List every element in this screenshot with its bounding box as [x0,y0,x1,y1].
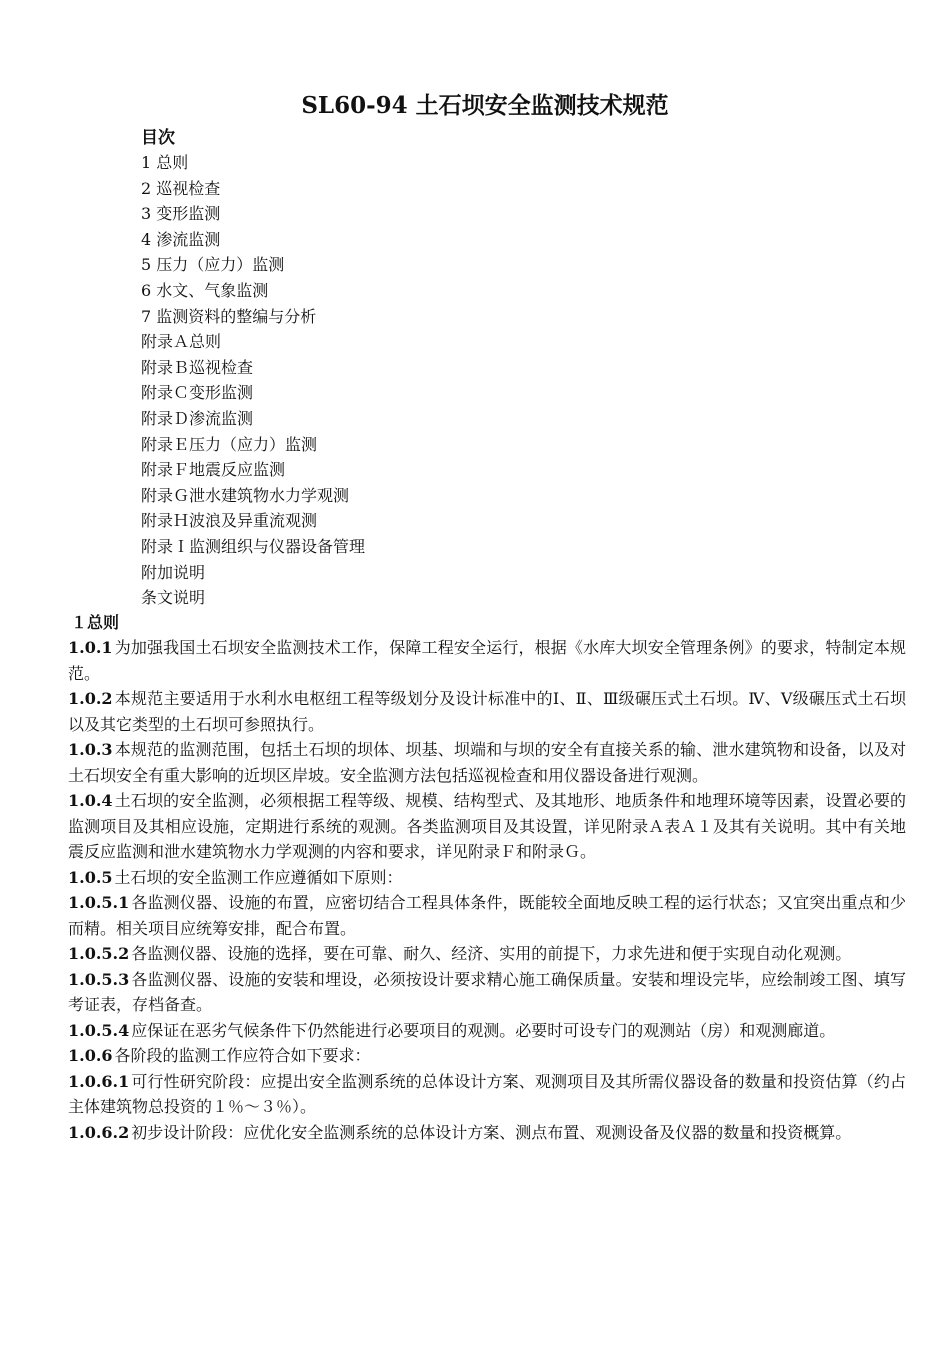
clause-paragraph [68,686,906,737]
toc-item: 附加说明 [141,562,206,582]
toc-item: 附录Ｉ监测组织与仪器设备管理 [141,536,366,556]
toc-heading: 目次 [141,128,175,148]
toc-item: 附录Ａ总则 [141,332,222,352]
clause-number: 1.0.4 [68,791,113,810]
toc-item: 5 压力（应力）监测 [141,255,285,275]
clause-text: 各监测仪器、设施的布置，应密切结合工程具体条件，既能较全面地反映工程的运行状态；又宜突出重点和少而精。相关项目应统筹安排，配合布置。 [68,893,906,938]
clause-paragraph [68,890,906,941]
clause-text: 各监测仪器、设施的安装和埋设，必须按设计要求精心施工确保质量。安装和埋设完毕，应绘制竣工图、填写考证表，存档备查。 [68,969,906,1014]
clause-number: 1.0.5.3 [68,969,130,989]
clause-paragraph [68,941,906,967]
clause-paragraph [68,967,906,1018]
toc-item: 附录Ｃ变形监测 [141,383,254,403]
clause-paragraph [68,1069,906,1120]
clause-paragraph [68,1018,906,1044]
section-heading: １总则 [71,613,120,632]
clause-paragraph [68,635,906,686]
clause-number: 1.0.3 [68,740,113,759]
clause-text: 初步设计阶段：应优化安全监测系统的总体设计方案、测点布置、观测设备及仪器的数量和投资概算。 [131,1122,852,1142]
clause-paragraph [68,737,906,788]
clause-number: 1.0.5 [68,867,113,887]
clause-text: 为加强我国土石坝安全监测技术工作，保障工程安全运行，根据《水库大坝安全管理条例》的要求，特制定本规范。 [68,638,906,683]
table-of-contents [141,126,641,611]
toc-item: 附录Ｄ渗流监测 [141,408,254,428]
toc-item: 附录Ｆ地震反应监测 [141,460,286,480]
toc-item: 附录Ｇ泄水建筑物水力学观测 [141,485,350,505]
clause-number: 1.0.5.2 [68,944,130,963]
toc-item: 附录Ｅ压力（应力）监测 [141,434,318,454]
toc-item: 3 变形监测 [141,204,221,224]
document-title: SL60-94 土石坝安全监测技术规范 [301,92,669,119]
toc-item: 6 水文、气象监测 [141,280,269,300]
clause-paragraph [68,1120,906,1146]
clause-text: 本规范的监测范围，包括土石坝的坝体、坝基、坝端和与坝的安全有直接关系的输、泄水建筑物和设备，以及对土石坝安全有重大影响的近坝区岸坡。安全监测方法包括巡视检查和用仪器设备进行观测。 [68,740,906,785]
clause-number: 1.0.6.2 [68,1122,130,1142]
clause-number: 1.0.2 [68,689,113,708]
toc-item: 条文说明 [141,588,206,608]
clause-paragraph [68,788,906,865]
toc-item: 2 巡视检查 [141,178,221,198]
clause-paragraph [68,865,906,891]
clause-number: 1.0.1 [68,638,113,657]
clause-paragraph [68,1043,906,1069]
clause-text: 土石坝的安全监测，必须根据工程等级、规模、结构型式、及其地形、地质条件和地理环境等因素，设置必要的监测项目及其相应设施，定期进行系统的观测。各类监测项目及其设置，详见附录Ａ表Ａ１及其有关说明。其中有关地震反应监测和泄水建筑物水力学观测的内容和要求，详见附录Ｆ和附录Ｇ。 [68,791,906,861]
clause-text: 可行性研究阶段：应提出安全监测系统的总体设计方案、观测项目及其所需仪器设备的数量和投资估算（约占主体建筑物总投资的１％～３％）。 [68,1071,906,1116]
clause-number: 1.0.5.4 [68,1020,130,1040]
clause-number: 1.0.5.1 [68,893,130,912]
clause-number: 1.0.6 [68,1046,113,1065]
toc-item: 4 渗流监测 [141,229,221,249]
clause-text: 各监测仪器、设施的选择，要在可靠、耐久、经济、实用的前提下，力求先进和便于实现自动化观测。 [131,944,852,963]
toc-item: 1 总则 [141,153,189,172]
toc-item: 附录Ｂ巡视检查 [141,357,254,377]
toc-item: 7 监测资料的整编与分析 [141,306,317,326]
clause-text: 应保证在恶劣气候条件下仍然能进行必要项目的观测。必要时可设专门的观测站（房）和观测廊道。 [131,1020,836,1040]
clause-text: 本规范主要适用于水利水电枢纽工程等级划分及设计标准中的Ⅰ、Ⅱ、Ⅲ级碾压式土石坝。Ⅳ、Ⅴ级碾压式土石坝以及其它类型的土石坝可参照执行。 [68,689,906,734]
clause-number: 1.0.6.1 [68,1071,130,1091]
clause-text: 各阶段的监测工作应符合如下要求： [114,1046,371,1065]
toc-item: 附录Ｈ波浪及异重流观测 [141,511,318,531]
clause-text: 土石坝的安全监测工作应遵循如下原则： [114,867,403,887]
section-body [68,611,906,1145]
